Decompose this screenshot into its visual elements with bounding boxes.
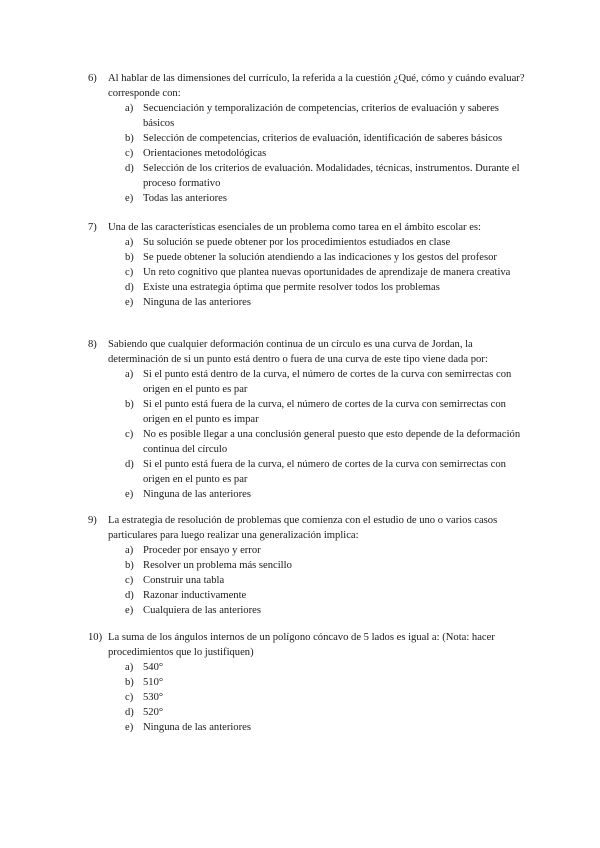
question-7 (88, 220, 528, 310)
option-letter: a) (125, 545, 134, 556)
option-a (125, 235, 528, 250)
option-letter: b) (125, 133, 134, 144)
option-a (125, 660, 528, 675)
option-letter: d) (125, 163, 134, 174)
option-letter: c) (125, 148, 134, 159)
option-text: Construir una tabla (143, 575, 225, 586)
question-number: 6) (88, 73, 97, 84)
option-text: Su solución se puede obtener por los procedimientos estudiados en clase (143, 237, 451, 248)
option-d (125, 457, 528, 487)
option-a (125, 543, 528, 558)
question-text: Una de las características esenciales de un problema como tarea en el ámbito escolar es: (108, 222, 481, 233)
option-text: Razonar inductivamente (143, 590, 247, 601)
option-letter: e) (125, 297, 134, 308)
option-letter: a) (125, 103, 134, 114)
option-d (125, 705, 528, 720)
option-text: 520° (143, 707, 164, 718)
question-9 (88, 513, 528, 618)
option-text: Ninguna de las anteriores (143, 722, 251, 733)
option-e (125, 720, 528, 735)
question-number: 8) (88, 339, 97, 350)
option-letter: c) (125, 692, 134, 703)
option-letter: e) (125, 722, 134, 733)
question-8 (88, 337, 528, 502)
option-text: Si el punto está fuera de la curva, el número de cortes de la curva con semirrectas con origen en el punto es impar (143, 399, 506, 425)
option-text: 510° (143, 677, 164, 688)
option-text: Cualquiera de las anteriores (143, 605, 261, 616)
option-letter: e) (125, 193, 134, 204)
option-text: Un reto cognitivo que plantea nuevas oportunidades de aprendizaje de manera creativa (143, 267, 511, 278)
option-text: Resolver un problema más sencillo (143, 560, 292, 571)
option-letter: a) (125, 369, 134, 380)
question-number: 10) (88, 632, 103, 643)
option-text: Orientaciones metodológicas (143, 148, 267, 159)
option-e (125, 191, 528, 206)
option-text: Si el punto está fuera de la curva, el número de cortes de la curva con semirrectas con origen en el punto es par (143, 459, 506, 485)
question-text: Al hablar de las dimensiones del currículo, la referida a la cuestión ¿Qué, cómo y cuándo evaluar? corresponde con: (108, 73, 525, 99)
option-e (125, 487, 528, 502)
option-letter: e) (125, 489, 134, 500)
option-text: Todas las anteriores (143, 193, 227, 204)
option-b (125, 250, 528, 265)
options-list (125, 101, 528, 206)
option-d (125, 280, 528, 295)
option-c (125, 265, 528, 280)
option-c (125, 690, 528, 705)
option-letter: d) (125, 282, 134, 293)
option-b (125, 131, 528, 146)
option-text: No es posible llegar a una conclusión general puesto que esto depende de la deformación continua del círculo (143, 429, 521, 455)
option-text: Selección de competencias, criterios de evaluación, identificación de saberes básicos (143, 133, 503, 144)
question-number: 9) (88, 515, 97, 526)
option-text: Si el punto está dentro de la curva, el número de cortes de la curva con semirrectas con origen en el punto es par (143, 369, 512, 395)
option-b (125, 558, 528, 573)
option-letter: b) (125, 399, 134, 410)
option-letter: d) (125, 707, 134, 718)
options-list (125, 543, 528, 618)
option-text: 540° (143, 662, 164, 673)
options-list (125, 235, 528, 310)
options-list (125, 660, 528, 735)
option-letter: a) (125, 237, 134, 248)
option-letter: e) (125, 605, 134, 616)
question-10 (88, 630, 528, 735)
option-text: Existe una estrategia óptima que permite resolver todos los problemas (143, 282, 440, 293)
option-a (125, 367, 528, 397)
option-e (125, 603, 528, 618)
option-letter: b) (125, 252, 134, 263)
option-a (125, 101, 528, 131)
option-letter: c) (125, 267, 134, 278)
option-letter: b) (125, 677, 134, 688)
option-letter: c) (125, 575, 134, 586)
option-text: 530° (143, 692, 164, 703)
question-text: La estrategia de resolución de problemas que comienza con el estudio de uno o varios casos particulares para luego realizar una generalización implica: (108, 515, 498, 541)
option-text: Se puede obtener la solución atendiendo a las indicaciones y los gestos del profesor (143, 252, 497, 263)
option-text: Ninguna de las anteriores (143, 297, 251, 308)
option-c (125, 146, 528, 161)
option-letter: d) (125, 459, 134, 470)
option-text: Selección de los criterios de evaluación. Modalidades, técnicas, instrumentos. Durante el proceso formativo (143, 163, 520, 189)
option-e (125, 295, 528, 310)
option-letter: b) (125, 560, 134, 571)
option-letter: a) (125, 662, 134, 673)
question-text: Sabiendo que cualquier deformación continua de un círculo es una curva de Jordan, la determinación de si un punto está dentro o fuera de una curva de este tipo viene dada por: (108, 339, 488, 365)
option-b (125, 675, 528, 690)
option-text: Secuenciación y temporalización de competencias, criterios de evaluación y saberes básicos (143, 103, 499, 129)
option-letter: d) (125, 590, 134, 601)
options-list (125, 367, 528, 502)
option-text: Ninguna de las anteriores (143, 489, 251, 500)
question-number: 7) (88, 222, 97, 233)
option-b (125, 397, 528, 427)
question-6 (88, 71, 528, 206)
option-d (125, 161, 528, 191)
option-d (125, 588, 528, 603)
option-text: Proceder por ensayo y error (143, 545, 261, 556)
option-letter: c) (125, 429, 134, 440)
option-c (125, 573, 528, 588)
option-c (125, 427, 528, 457)
question-text: La suma de los ángulos internos de un polígono cóncavo de 5 lados es igual a: (Nota: hacer procedimientos que lo justifiquen) (108, 632, 495, 658)
